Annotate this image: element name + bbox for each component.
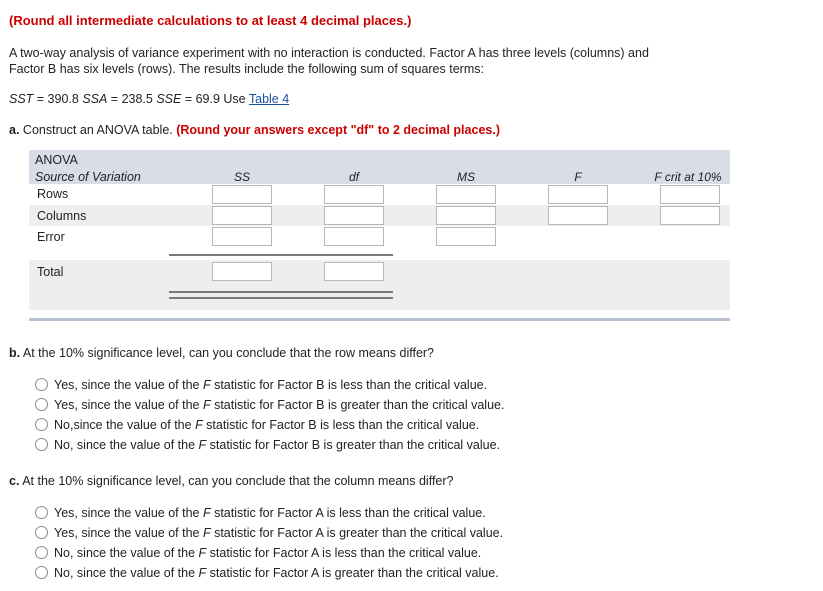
columns-ms-input[interactable] [436, 206, 496, 225]
error-df-input[interactable] [324, 227, 384, 246]
header-df: df [348, 170, 359, 184]
part-c-radio-4[interactable] [35, 566, 48, 579]
rows-f-input[interactable] [548, 185, 608, 204]
part-a-label: a. [9, 123, 20, 137]
header-source: Source of Variation [35, 170, 141, 184]
part-b-question: At the 10% significance level, can you conclude that the row means differ? [20, 346, 435, 360]
rows-ms-input[interactable] [436, 185, 496, 204]
sum-of-squares-line [9, 92, 289, 106]
error-ms-input[interactable] [436, 227, 496, 246]
part-c-option-4: No, since the value of the F statistic for Factor A is greater than the critical value. [54, 566, 499, 580]
part-c-radio-3[interactable] [35, 546, 48, 559]
header-fcrit: F crit at 10% [654, 170, 722, 184]
total-double-rule-bottom [169, 297, 393, 299]
rounding-note: (Round all intermediate calculations to at least 4 decimal places.) [9, 13, 412, 28]
header-f: F [574, 170, 582, 184]
rows-ss-input[interactable] [212, 185, 272, 204]
sse-value: = 69.9 Use [181, 92, 249, 106]
total-double-rule-top [169, 291, 393, 293]
part-b-option-2: Yes, since the value of the F statistic for Factor B is greater than the critical value. [54, 398, 505, 412]
total-df-input[interactable] [324, 262, 384, 281]
header-ms: MS [457, 170, 475, 184]
part-c-radio-1[interactable] [35, 506, 48, 519]
table-bottom-border [29, 318, 730, 321]
ssa-label: SSA [82, 92, 108, 106]
table-4-link[interactable]: Table 4 [248, 92, 290, 106]
ssa-value: = 238.5 [107, 92, 157, 106]
problem-intro: A two-way analysis of variance experiment with no interaction is conducted. Factor A has three levels (columns) and Factor B has six levels (rows). The results include the following sum of squares terms: [9, 46, 649, 76]
error-ss-input[interactable] [212, 227, 272, 246]
sse-label: SSE [156, 92, 182, 106]
sst-value: = 390.8 [33, 92, 83, 106]
part-b-radio-2[interactable] [35, 398, 48, 411]
part-a-prompt [9, 123, 500, 137]
part-b-radio-4[interactable] [35, 438, 48, 451]
anova-table [29, 150, 730, 322]
table-row-columns [29, 205, 730, 226]
columns-ss-input[interactable] [212, 206, 272, 225]
table-row-total [29, 260, 730, 284]
part-b-option-4: No, since the value of the F statistic for Factor B is greater than the critical value. [54, 438, 501, 452]
sst-label: SST [9, 92, 34, 106]
part-b-label: b. [9, 346, 21, 360]
part-c-label: c. [9, 474, 20, 488]
total-ss-input[interactable] [212, 262, 272, 281]
rows-df-input[interactable] [324, 185, 384, 204]
header-ss: SS [233, 170, 250, 184]
part-c-question: At the 10% significance level, can you conclude that the column means differ? [19, 474, 454, 488]
part-a-instruction: (Round your answers except "df" to 2 decimal places.) [176, 123, 500, 137]
anova-header-row [29, 150, 730, 184]
table-row-rows [29, 184, 730, 205]
total-separator-rule [169, 254, 393, 256]
part-a-text: Construct an ANOVA table. [19, 123, 177, 137]
part-c-radio-2[interactable] [35, 526, 48, 539]
part-b-radio-3[interactable] [35, 418, 48, 431]
part-c-option-2: Yes, since the value of the F statistic for Factor A is greater than the critical value. [54, 526, 504, 540]
row-label-total: Total [37, 265, 64, 279]
row-label-columns: Columns [37, 209, 87, 223]
part-c-prompt [9, 474, 454, 488]
columns-df-input[interactable] [324, 206, 384, 225]
columns-f-input[interactable] [548, 206, 608, 225]
part-b-option-1: Yes, since the value of the F statistic for Factor B is less than the critical value. [54, 378, 488, 392]
row-label-rows: Rows [37, 187, 69, 201]
part-b-prompt [9, 346, 434, 360]
table-row-error [29, 226, 730, 247]
part-c-option-3: No, since the value of the F statistic for Factor A is less than the critical value. [54, 546, 482, 560]
rows-fcrit-input[interactable] [660, 185, 720, 204]
part-b-radio-1[interactable] [35, 378, 48, 391]
part-c-option-1: Yes, since the value of the F statistic for Factor A is less than the critical value. [54, 506, 486, 520]
row-label-error: Error [37, 230, 65, 244]
columns-fcrit-input[interactable] [660, 206, 720, 225]
part-b-option-3: No,since the value of the F statistic for Factor B is less than the critical value. [54, 418, 480, 432]
anova-title: ANOVA [35, 153, 78, 167]
